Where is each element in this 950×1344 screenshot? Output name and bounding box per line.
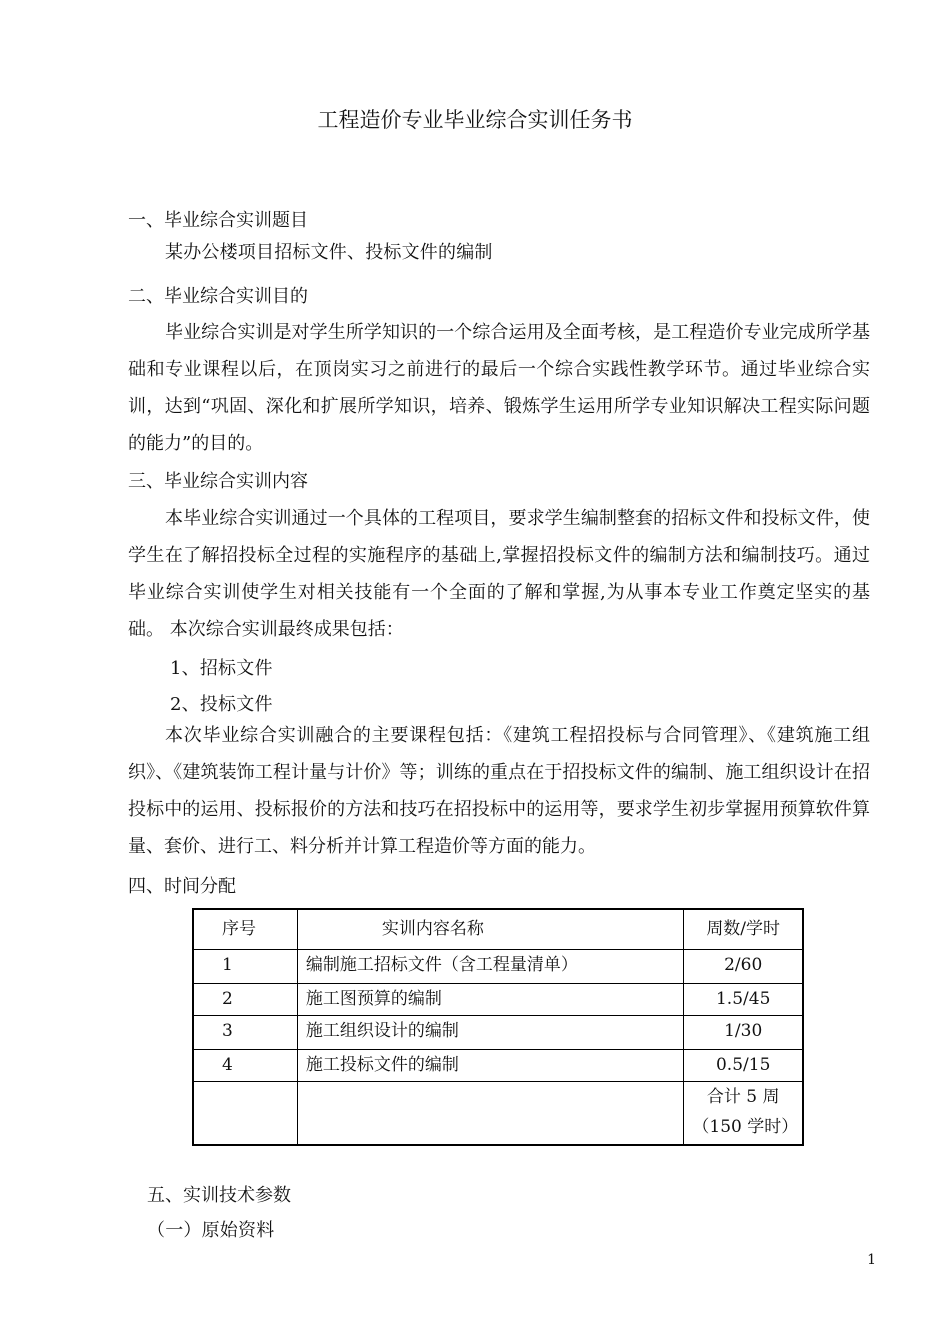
section-3-paragraph-2: 本次毕业综合实训融合的主要课程包括：《建筑工程招投标与合同管理》、《建筑施工组织》、《建筑装饰工程计量与计价》等；训练的重点在于招投标文件的编制、施工组织设计在招投标中的运用、投标报价的方法和技巧在招投标中的运用等，要求学生初步掌握用预算软件算量、套价、进行工、料分析并计算工程造价等方面的能力。 [128,725,870,857]
section-1-heading: 一、毕业综合实训题目 [128,210,308,231]
table-cell: 1.5/45 [684,983,803,1015]
table-cell: 施工投标文件的编制 [297,1049,683,1081]
table-cell-empty [297,1081,683,1145]
table-row [193,1015,803,1049]
section-5-heading: 五、实训技术参数 [147,1185,291,1206]
table-cell: 3 [193,1015,297,1049]
table-total-row [193,1081,803,1145]
table-cell: 2 [193,983,297,1015]
deliverable-item-1: 1、招标文件 [170,658,273,679]
table-cell: 1/30 [684,1015,803,1049]
table-cell: 编制施工招标文件（含工程量清单） [297,949,683,983]
section-3-paragraph-1: 本毕业综合实训通过一个具体的工程项目，要求学生编制整套的招标文件和投标文件，使学生在了解招投标全过程的实施程序的基础上,掌握招投标文件的编制方法和编制技巧。通过毕业综合实训使学生对相关技能有一个全面的了解和掌握,为从事本专业工作奠定坚实的基础。 本次综合实训最终成果包括： [128,508,870,640]
table-cell: 施工组织设计的编制 [297,1015,683,1049]
table-header-row [193,909,803,949]
document-title: 工程造价专业毕业综合实训任务书 [317,108,633,132]
table-header-cell: 实训内容名称 [297,909,683,949]
table-cell: 2/60 [684,949,803,983]
total-weeks: 合计 5 周 [706,1086,780,1107]
section-2-heading: 二、毕业综合实训目的 [128,286,308,307]
time-allocation-table [192,908,804,1146]
table-cell: 4 [193,1049,297,1081]
page-number: 1 [867,1252,876,1268]
total-hours: （150 学时） [692,1116,799,1137]
table-cell: 施工图预算的编制 [297,983,683,1015]
section-1-topic: 某办公楼项目招标文件、投标文件的编制 [165,242,493,263]
table-row [193,1049,803,1081]
section-2-paragraph: 毕业综合实训是对学生所学知识的一个综合运用及全面考核，是工程造价专业完成所学基础和专业课程以后，在顶岗实习之前进行的最后一个综合实践性教学环节。通过毕业综合实训，达到“巩固、深化和扩展所学知识，培养、锻炼学生运用所学专业知识解决工程实际问题的能力”的目的。 [128,322,870,454]
section-5-subheading-1: （一）原始资料 [147,1220,275,1241]
table-row [193,949,803,983]
table-cell: 0.5/15 [684,1049,803,1081]
table-header-cell: 周数/学时 [684,909,803,949]
table-cell-empty [193,1081,297,1145]
table-total-cell [684,1081,803,1145]
section-4-heading: 四、时间分配 [128,876,236,897]
table-header-cell: 序号 [193,909,297,949]
deliverable-item-2: 2、投标文件 [170,694,273,715]
table-cell: 1 [193,949,297,983]
table-row [193,983,803,1015]
section-3-heading: 三、毕业综合实训内容 [128,471,308,492]
